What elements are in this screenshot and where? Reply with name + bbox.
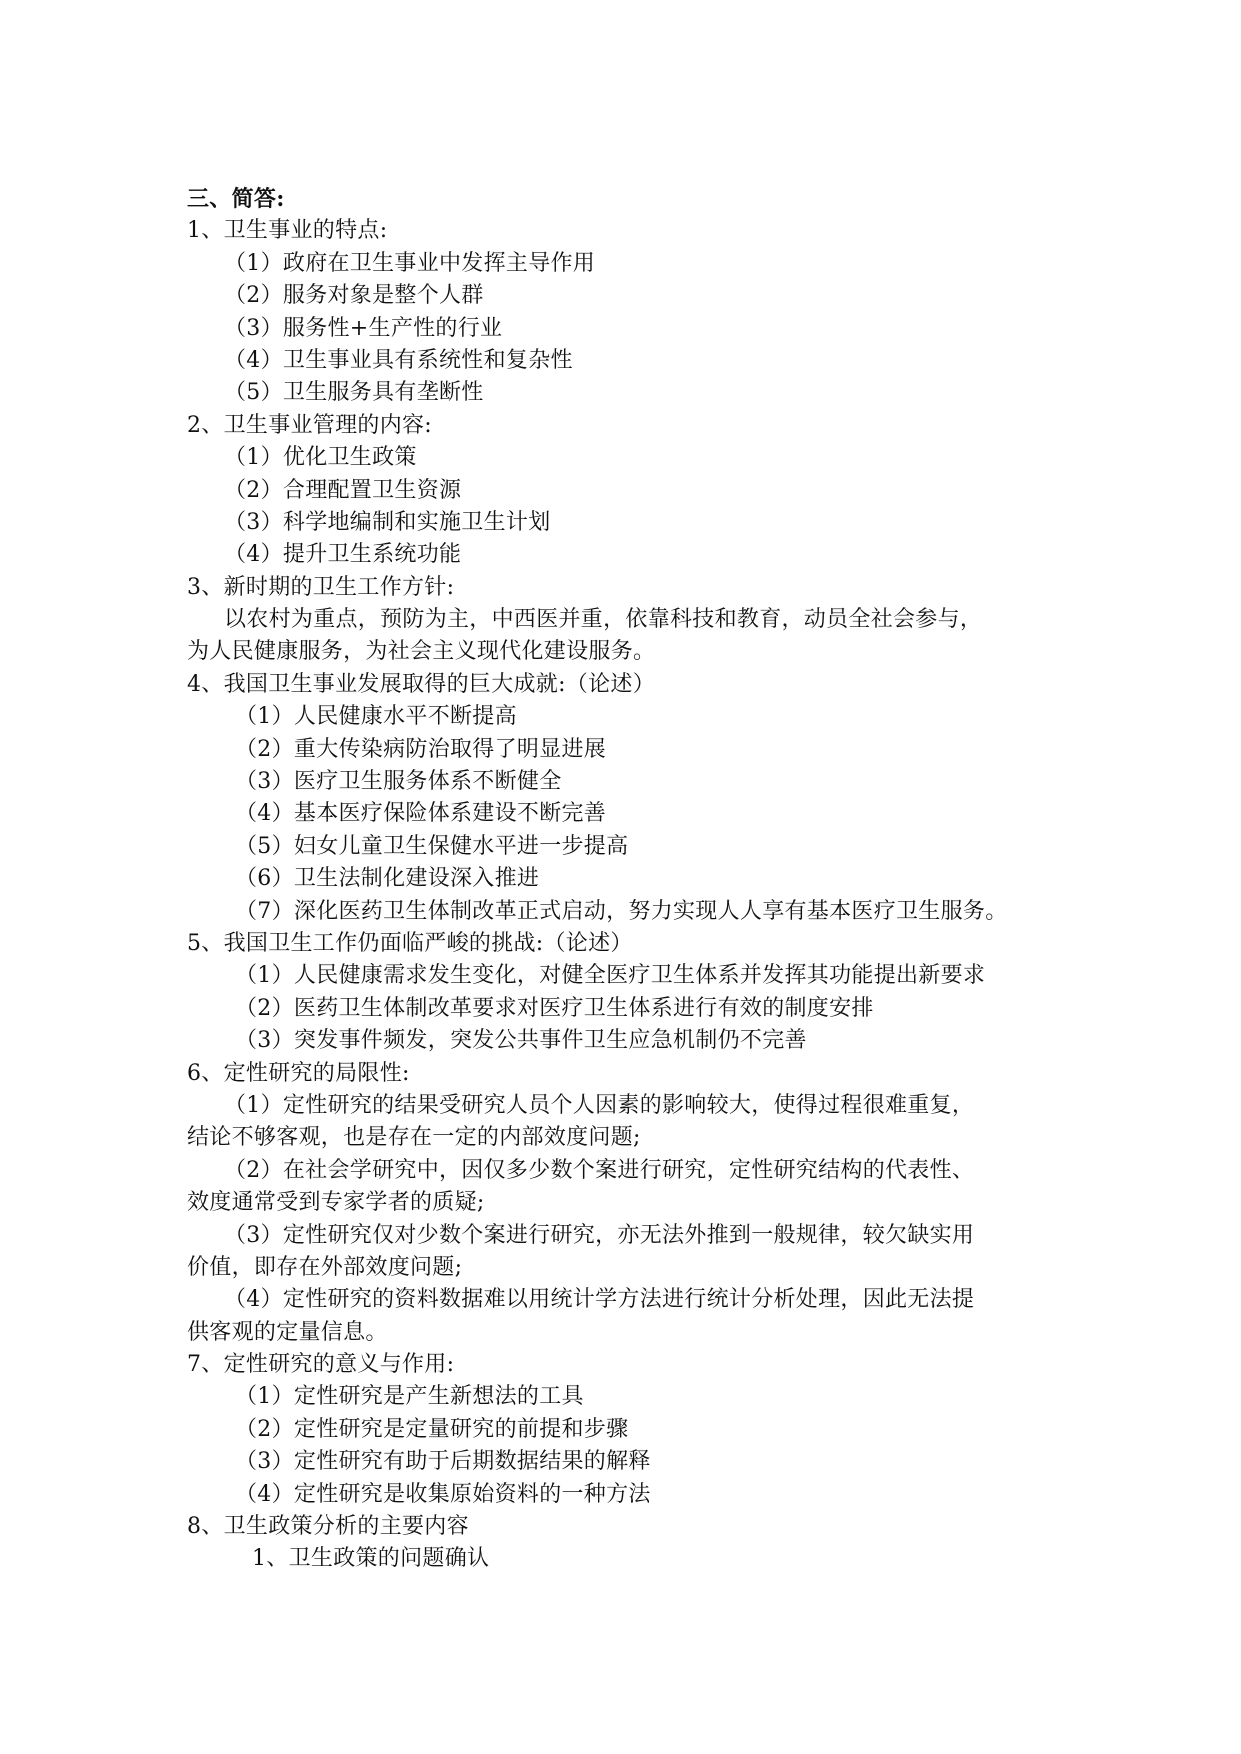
answer-line: （3）服务性+生产性的行业 [224, 315, 503, 341]
answer-line: （1）定性研究是产生新想法的工具 [235, 1384, 584, 1410]
question-6-title: 6、定性研究的局限性: [187, 1060, 410, 1086]
paragraph-line: 价值，即存在外部效度问题; [187, 1254, 463, 1280]
question-8-title: 8、卫生政策分析的主要内容 [187, 1514, 469, 1540]
answer-line: （5）妇女儿童卫生保健水平进一步提高 [235, 833, 629, 859]
answer-line: （6）卫生法制化建设深入推进 [235, 866, 540, 892]
answer-line: （1）人民健康水平不断提高 [235, 704, 517, 730]
answer-line: （7）深化医药卫生体制改革正式启动，努力实现人人享有基本医疗卫生服务。 [235, 898, 1008, 924]
paragraph-line: 效度通常受到专家学者的质疑; [187, 1190, 485, 1216]
section-heading: 三、简答: [187, 186, 285, 212]
answer-line: （1）人民健康需求发生变化，对健全医疗卫生体系并发挥其功能提出新要求 [235, 963, 986, 989]
answer-line: （4）定性研究是收集原始资料的一种方法 [235, 1481, 651, 1507]
paragraph-line: 结论不够客观，也是存在一定的内部效度问题; [187, 1125, 641, 1151]
answer-line: （3）科学地编制和实施卫生计划 [224, 509, 551, 535]
paragraph-line: （2）在社会学研究中，因仅多少数个案进行研究，定性研究结构的代表性、 [224, 1157, 975, 1183]
question-2-title: 2、卫生事业管理的内容: [187, 412, 433, 438]
answer-line: （4）基本医疗保险体系建设不断完善 [235, 801, 607, 827]
answer-line: （2）服务对象是整个人群 [224, 283, 484, 309]
answer-line: 1、卫生政策的问题确认 [252, 1546, 490, 1572]
answer-line: （2）合理配置卫生资源 [224, 477, 462, 503]
question-3-title: 3、新时期的卫生工作方针: [187, 574, 455, 600]
document-body [187, 183, 1067, 1576]
answer-line: （3）突发事件频发，突发公共事件卫生应急机制仍不完善 [235, 1028, 807, 1054]
answer-line: （4）卫生事业具有系统性和复杂性 [224, 347, 573, 373]
question-7-title: 7、定性研究的意义与作用: [187, 1352, 455, 1378]
paragraph-line: 以农村为重点，预防为主，中西医并重，依靠科技和教育，动员全社会参与， [224, 607, 983, 633]
answer-line: （2）医药卫生体制改革要求对医疗卫生体系进行有效的制度安排 [235, 995, 874, 1021]
paragraph-line: 供客观的定量信息。 [187, 1319, 388, 1345]
question-1-title: 1、卫生事业的特点: [187, 218, 388, 244]
answer-line: （2）定性研究是定量研究的前提和步骤 [235, 1416, 629, 1442]
paragraph-line: （3）定性研究仅对少数个案进行研究，亦无法外推到一般规律，较欠缺实用 [224, 1222, 975, 1248]
answer-line: （3）定性研究有助于后期数据结果的解释 [235, 1449, 651, 1475]
answer-line: （3）医疗卫生服务体系不断健全 [235, 769, 562, 795]
paragraph-line: （1）定性研究的结果受研究人员个人因素的影响较大，使得过程很难重复， [224, 1092, 975, 1118]
answer-line: （5）卫生服务具有垄断性 [224, 380, 484, 406]
paragraph-line: 为人民健康服务，为社会主义现代化建设服务。 [187, 639, 656, 665]
answer-line: （1）政府在卫生事业中发挥主导作用 [224, 250, 596, 276]
answer-line: （1）优化卫生政策 [224, 445, 417, 471]
answer-line: （2）重大传染病防治取得了明显进展 [235, 736, 607, 762]
question-5-title: 5、我国卫生工作仍面临严峻的挑战:（论述） [187, 930, 633, 956]
paragraph-line: （4）定性研究的资料数据难以用统计学方法进行统计分析处理，因此无法提 [224, 1287, 975, 1313]
question-4-title: 4、我国卫生事业发展取得的巨大成就:（论述） [187, 671, 656, 697]
answer-line: （4）提升卫生系统功能 [224, 542, 462, 568]
